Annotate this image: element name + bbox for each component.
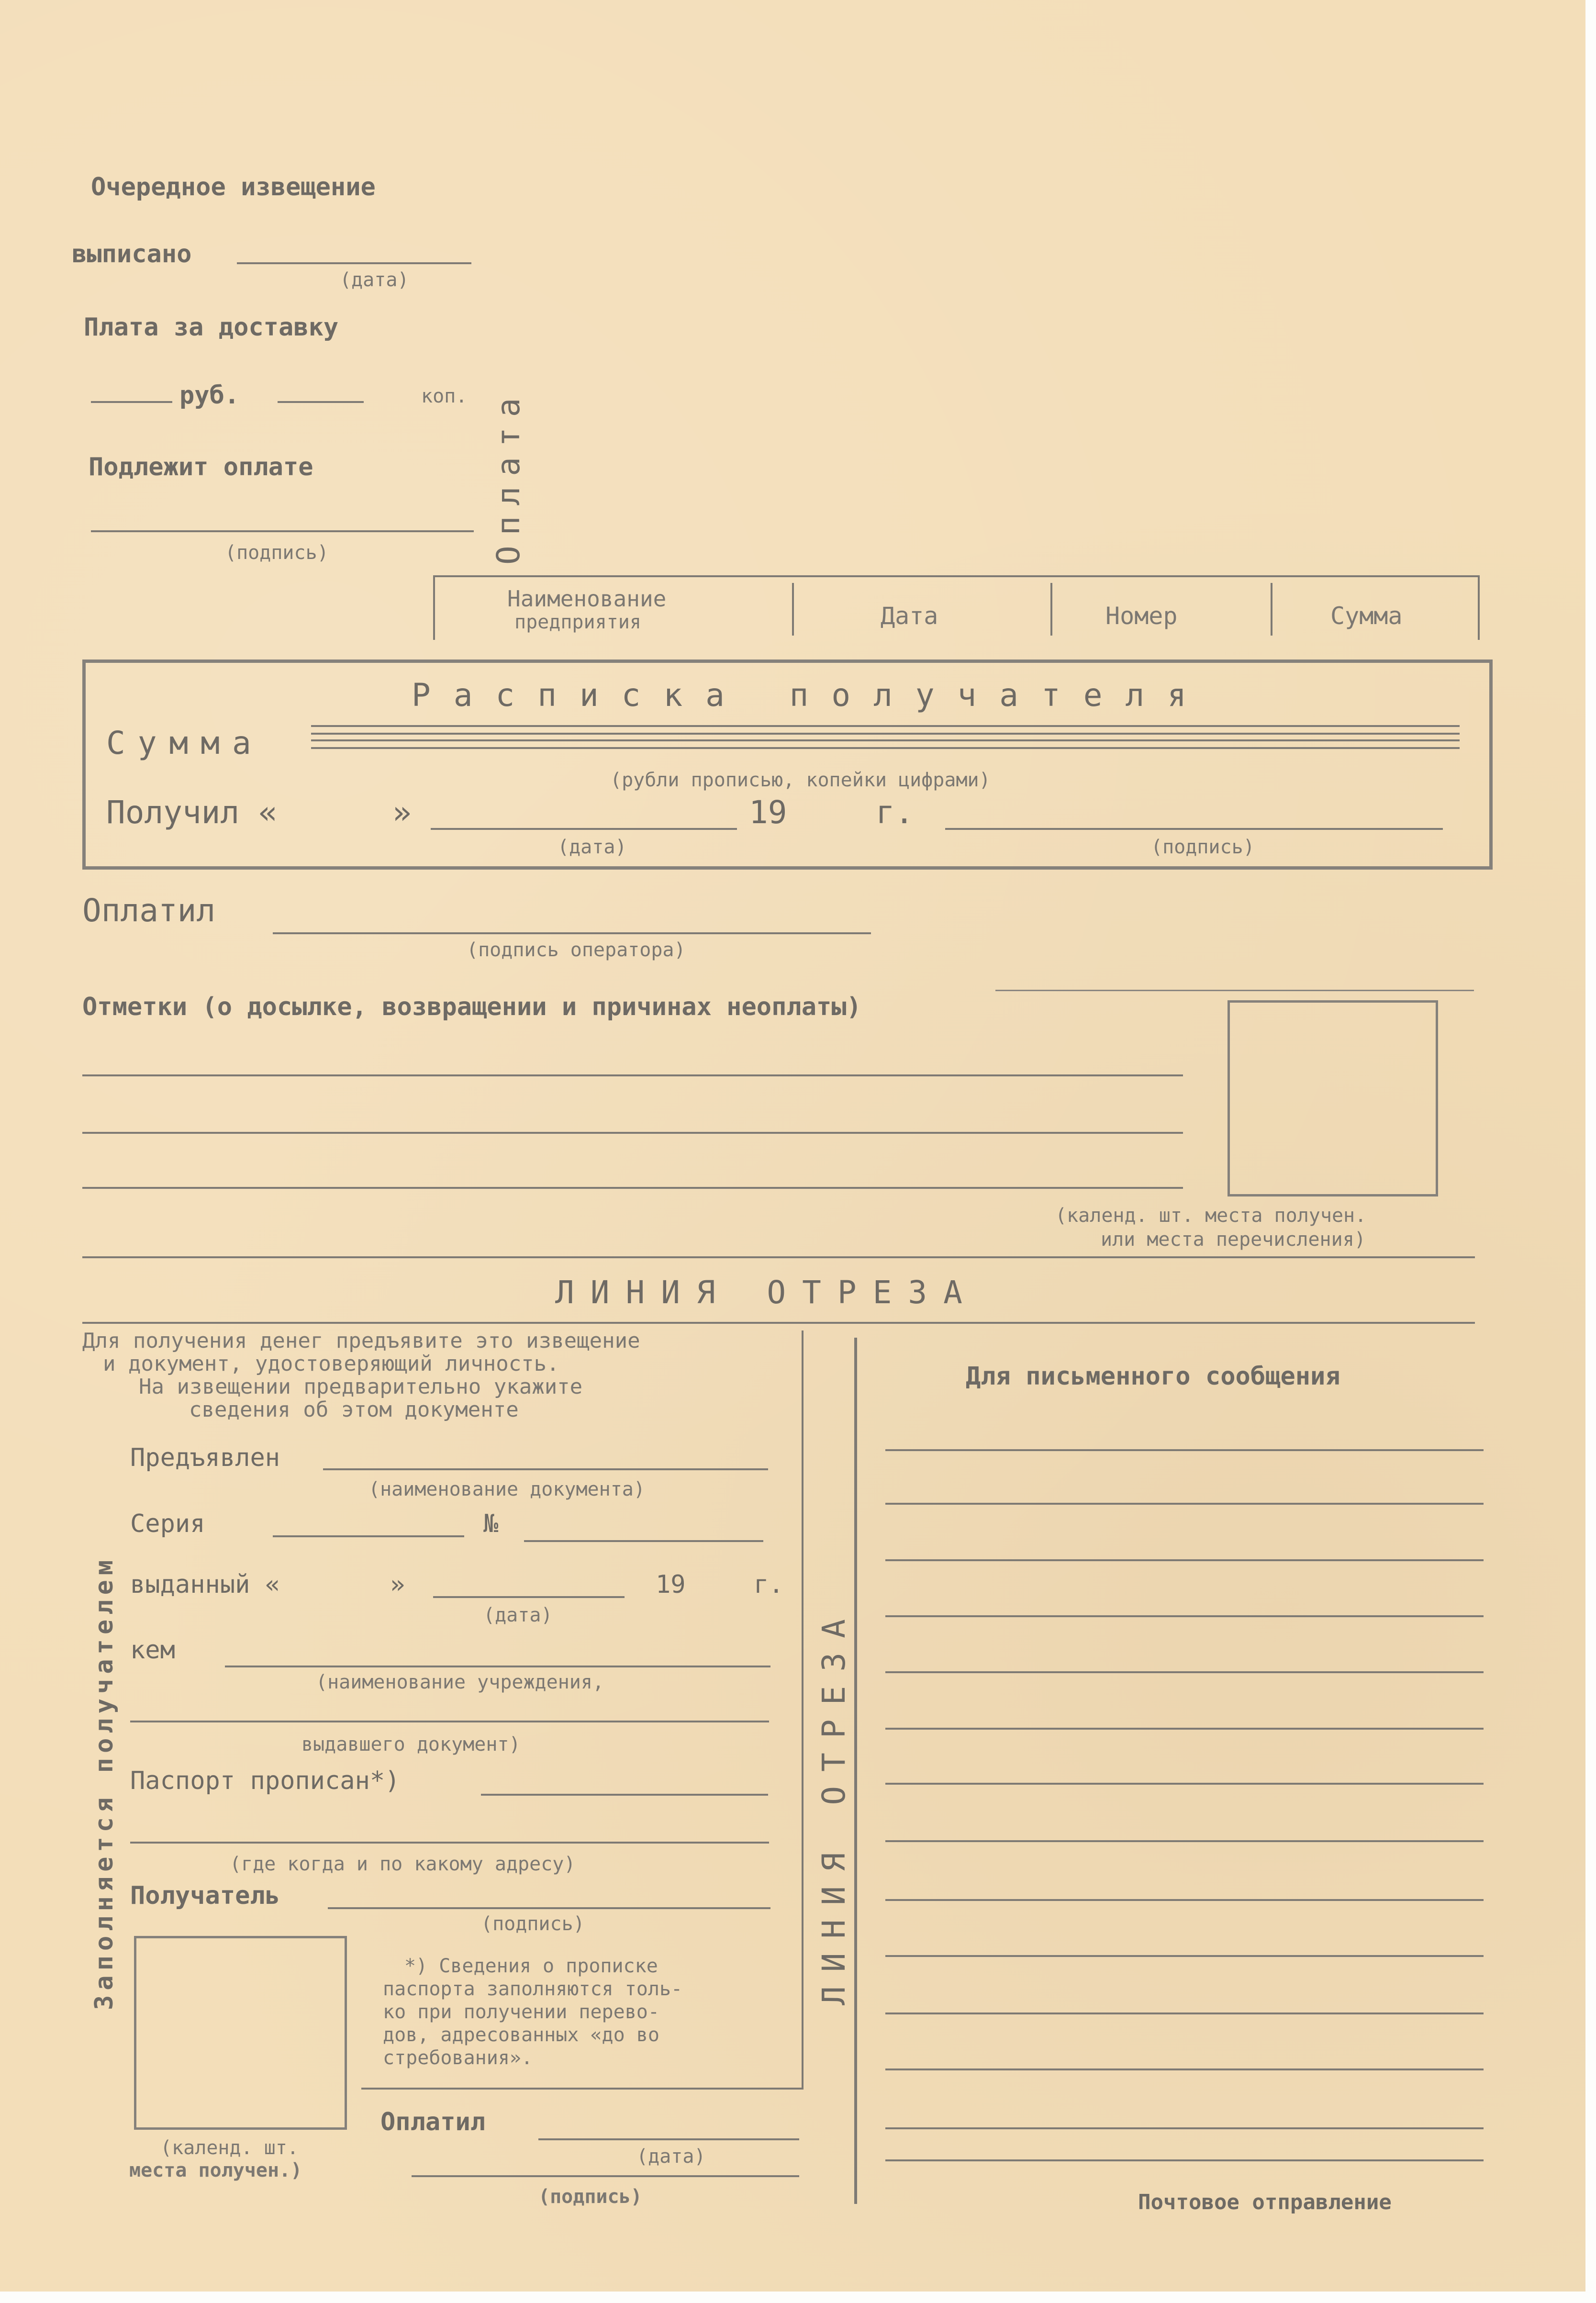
fill-by-recipient-vertical: Заполняется получателем: [90, 1555, 119, 2010]
left-block-bottom-border: [361, 2088, 804, 2090]
receipt-date-line: [431, 828, 737, 830]
intro-line-2: и документ, удостоверяющий личность.: [103, 1352, 559, 1376]
receipt-date-hint: (дата): [558, 836, 627, 858]
message-line-7: [885, 1783, 1484, 1785]
issued-line: [237, 262, 471, 264]
left-stamp-box: [134, 1936, 347, 2130]
message-line-4: [885, 1615, 1484, 1617]
receipt-received-label: Получил «: [106, 794, 278, 831]
recipient-label: Получатель: [130, 1881, 280, 1910]
left-stamp-hint-2: места получен.): [129, 2159, 302, 2181]
payment-table-left: [433, 575, 435, 640]
recipient-signature-hint: (подпись): [481, 1913, 585, 1935]
col-number: Номер: [1105, 602, 1178, 630]
where-hint: (где когда и по какому адресу): [230, 1853, 576, 1875]
col-org-line2: предприятия: [514, 611, 641, 633]
message-line-2: [885, 1503, 1484, 1505]
footnote-line-5: стребования».: [383, 2047, 533, 2069]
message-line-11: [885, 2012, 1484, 2014]
message-line-5: [885, 1671, 1484, 1673]
receipt-title: Расписка получателя: [412, 677, 1209, 714]
marks-top-line: [995, 990, 1474, 991]
delivery-fee-label: Плата за доставку: [84, 313, 339, 342]
vertical-cut-line-rule: [854, 1338, 857, 2204]
message-line-8: [885, 1840, 1484, 1842]
message-line-14: [885, 2159, 1484, 2161]
form-header: Очередное извещение: [91, 173, 376, 201]
receipt-year-prefix: 19: [749, 794, 787, 831]
number-label: №: [483, 1509, 499, 1538]
marks-line-1: [82, 1074, 1183, 1076]
message-line-13: [885, 2127, 1484, 2129]
paid-label: Оплатил: [82, 892, 216, 929]
by-whom-label: кем: [130, 1636, 175, 1665]
intro-line-3: На извещении предварительно укажите: [139, 1375, 583, 1399]
org-hint: (наименование учреждения,: [316, 1671, 604, 1693]
issued-doc-date-line: [433, 1596, 625, 1598]
marks-label: Отметки (о досылке, возвращении и причинах неоплаты): [82, 993, 861, 1021]
intro-line-4: сведения об этом документе: [189, 1397, 519, 1422]
right-footer: Почтовое отправление: [1138, 2190, 1392, 2214]
issued-label: выписано: [72, 240, 192, 268]
cut-line-label: ЛИНИЯ ОТРЕЗА: [555, 1274, 979, 1311]
message-line-3: [885, 1559, 1484, 1561]
presented-label: Предъявлен: [130, 1443, 280, 1472]
kop-line: [278, 401, 364, 403]
marks-stamp-hint-2: или места перечисления): [1101, 1229, 1366, 1251]
receipt-signature-line: [945, 828, 1443, 830]
receipt-signature-hint: (подпись): [1151, 836, 1255, 858]
rub-line: [91, 401, 172, 403]
marks-stamp-hint-1: (календ. шт. места получен.: [1055, 1205, 1367, 1227]
receipt-sum-hint: (рубли прописью, копейки цифрами): [610, 769, 991, 791]
message-line-6: [885, 1728, 1484, 1730]
doc-name-hint: (наименование документа): [368, 1478, 645, 1500]
passport-line: [481, 1794, 768, 1796]
message-line-1: [885, 1449, 1484, 1451]
cut-line-rule: [82, 1322, 1475, 1324]
col-date: Дата: [881, 602, 938, 630]
receipt-sum-label: Сумма: [106, 725, 264, 761]
receipt-quote-close: »: [392, 794, 412, 831]
to-pay-line: [91, 530, 474, 532]
message-line-10: [885, 1955, 1484, 1957]
payment-vertical-label: Оплата: [490, 387, 527, 565]
paid-line: [273, 932, 871, 934]
to-pay-signature-hint: (подпись): [225, 542, 329, 564]
message-line-12: [885, 2068, 1484, 2070]
payment-table-top: [433, 575, 1479, 577]
issued-doc-quote-close: »: [390, 1570, 405, 1599]
issued-doc-label: выданный «: [130, 1570, 280, 1599]
scan-edge-right: [1585, 0, 1596, 2303]
message-line-9: [885, 1899, 1484, 1901]
issued-date-hint: (дата): [340, 269, 409, 291]
series-label: Серия: [130, 1509, 205, 1538]
kop-label: коп.: [421, 385, 468, 407]
bottom-paid-signature-hint: (подпись): [538, 2186, 642, 2208]
footnote-line-3: ко при получении перево-: [383, 2001, 659, 2023]
presented-line: [323, 1468, 768, 1470]
issued-doc-year-suffix: г.: [754, 1570, 784, 1599]
payment-table-sep-2: [1050, 583, 1052, 636]
intro-line-1: Для получения денег предъявите это извещение: [82, 1329, 640, 1353]
payment-table-sep-1: [792, 583, 794, 636]
bottom-paid-label: Оплатил: [380, 2108, 486, 2136]
series-line: [273, 1535, 464, 1537]
bottom-paid-line-2: [412, 2175, 799, 2177]
bottom-paid-line: [538, 2138, 799, 2140]
to-pay-label: Подлежит оплате: [89, 453, 313, 481]
message-title: Для письменного сообщения: [966, 1362, 1340, 1391]
issuer-hint: выдавшего документ): [301, 1733, 521, 1755]
marks-line-2: [82, 1132, 1183, 1134]
by-whom-line: [225, 1666, 770, 1667]
left-block-right-border: [802, 1330, 804, 2089]
number-line: [524, 1540, 763, 1542]
bottom-paid-date-hint: (дата): [636, 2146, 706, 2168]
marks-bottom-line: [82, 1256, 1475, 1258]
footnote-line-1: *) Сведения о прописке: [404, 1955, 658, 1977]
paid-hint: (подпись оператора): [467, 939, 686, 961]
passport-label: Паспорт прописан*): [130, 1766, 400, 1795]
receipt-sum-line-1: [311, 725, 1460, 735]
marks-stamp-box: [1228, 1000, 1438, 1196]
scan-edge-bottom: [0, 2292, 1596, 2303]
receipt-sum-line-2: [311, 739, 1460, 749]
left-stamp-hint-1: (календ. шт.: [160, 2137, 299, 2159]
col-org-line1: Наименование: [507, 586, 667, 612]
footnote-line-4: дов, адресованных «до во: [383, 2024, 659, 2046]
recipient-line: [328, 1907, 770, 1909]
payment-table-right: [1478, 575, 1480, 640]
issued-doc-year-prefix: 19: [656, 1570, 686, 1599]
rub-label: руб.: [179, 381, 240, 410]
marks-line-3: [82, 1187, 1183, 1189]
receipt-year-suffix: г.: [876, 794, 914, 831]
payment-table-sep-3: [1271, 583, 1272, 636]
vertical-cut-line-label: ЛИНИЯ ОТРЕЗА: [815, 1605, 852, 2005]
issued-doc-date-hint: (дата): [483, 1604, 553, 1626]
footnote-line-2: паспорта заполняются толь-: [383, 1978, 683, 2000]
col-sum: Сумма: [1330, 602, 1403, 630]
by-whom-line-2: [130, 1721, 769, 1722]
passport-line-2: [130, 1842, 769, 1844]
